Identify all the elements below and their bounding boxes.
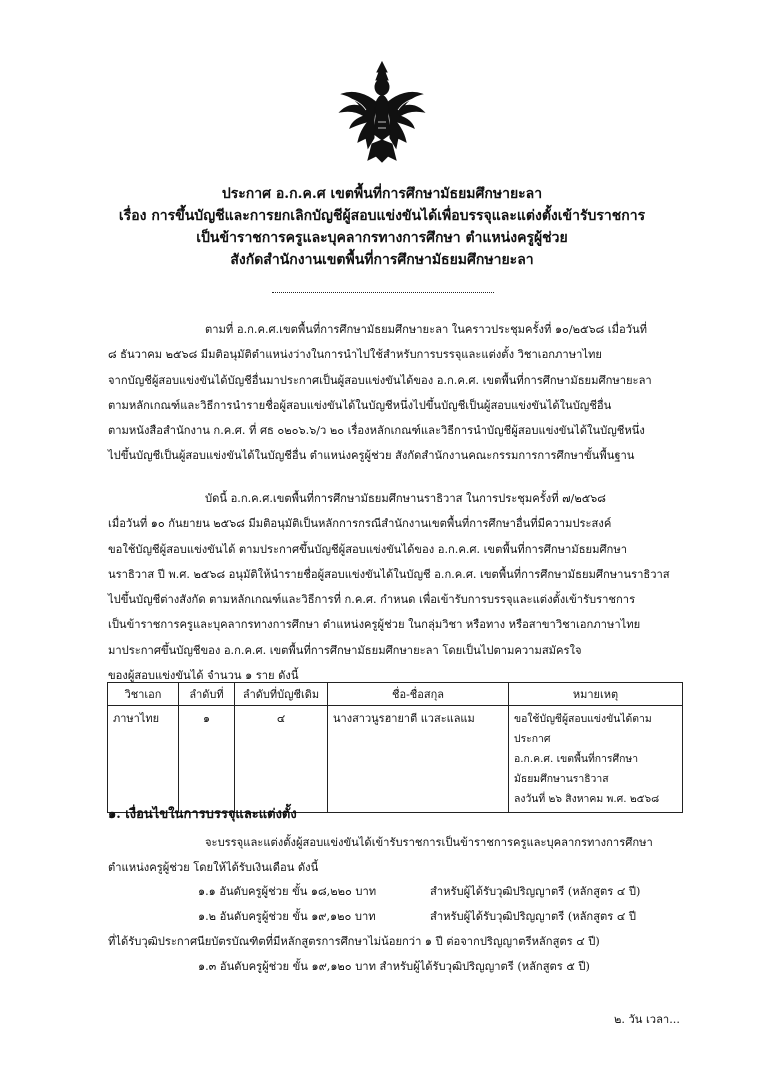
- salary-rate-3: ๑.๓ อันดับครูผู้ช่วย ขั้น ๑๙,๑๒๐ บาท สำหรับผู้ได้รับวุฒิปริญญาตรี (หลักสูตร ๕ ปี): [198, 960, 590, 973]
- paragraph-line: ของผู้สอบแข่งขันได้ จำนวน ๑ ราย ดังนี้: [108, 669, 299, 683]
- paragraph-line: บัดนี้ อ.ก.ค.ศ.เขตพื้นที่การศึกษามัธยมศึกษานราธิวาส ในการประชุมครั้งที่ ๗/๒๕๖๘: [205, 492, 606, 505]
- section-intro: [108, 830, 681, 881]
- title-line: เรื่อง การขึ้นบัญชีและการยกเลิกบัญชีผู้สอบแข่งขันได้เพื่อบรรจุและแต่งตั้งเข้ารับราชการ: [118, 208, 646, 224]
- paragraph-line: จากบัญชีผู้สอบแข่งขันได้บัญชีอื่นมาประกาศเป็นผู้สอบแข่งขันได้ของ อ.ก.ค.ศ. เขตพื้นที่การศึกษามัธยมศึกษายะลา: [108, 373, 652, 387]
- announcement-title: [90, 183, 674, 271]
- salary-condition-1: สำหรับผู้ได้รับวุฒิปริญญาตรี (หลักสูตร ๔ ปี): [430, 885, 641, 898]
- salary-condition-2: สำหรับผู้ได้รับวุฒิปริญญาตรี (หลักสูตร ๔ ปี: [430, 910, 636, 923]
- paragraph-line: เป็นข้าราชการครูและบุคลากรทางการศึกษา ตำแหน่งครูผู้ช่วย ในกลุ่มวิชา หรือทาง หรือสาขาวิชาเอกภาษาไทย: [108, 618, 641, 632]
- cell-name: นางสาวนูรฮายาตี แวสะแลแม: [328, 706, 509, 813]
- garuda-emblem-icon: [336, 60, 428, 164]
- paragraph-line: ๘ ธันวาคม ๒๕๖๘ มีมติอนุมัติตำแหน่งว่างในการนำไปใช้สำหรับการบรรจุและแต่งตั้ง วิชาเอกภาษาไทย: [108, 348, 602, 362]
- paragraph-line: เมื่อวันที่ ๑๐ กันยายน ๒๕๖๘ มีมติอนุมัติเป็นหลักการกรณีสำนักงานเขตพื้นที่การศึกษาอื่นที่มีความประสงค์: [108, 517, 612, 531]
- header-subject: วิชาเอก: [108, 683, 179, 706]
- candidate-table: [107, 682, 683, 813]
- header-note: หมายเหตุ: [509, 683, 683, 706]
- salary-condition-2-continued: ที่ได้รับวุฒิประกาศนียบัตรบัณฑิตที่มีหลักสูตรการศึกษาไม่น้อยกว่า ๑ ปี ต่อจากปริญญาตรีหลักสูตร ๔ ปี): [108, 935, 600, 948]
- table-header-row: [108, 683, 683, 706]
- paragraph-line: ตามหลักเกณฑ์และวิธีการนำรายชื่อผู้สอบแข่งขันได้ในบัญชีหนึ่งไปขึ้นบัญชีเป็นผู้สอบแข่งขันได้ในบัญชีอื่น: [108, 398, 612, 412]
- paragraph-line: จะบรรจุและแต่งตั้งผู้สอบแข่งขันได้เข้ารับราชการเป็นข้าราชการครูและบุคลากรทางการศึกษา: [205, 836, 653, 849]
- paragraph-line: มาประกาศขึ้นบัญชีของ อ.ก.ค.ศ. เขตพื้นที่การศึกษามัธยมศึกษายะลา โดยเป็นไปตามความสมัครใจ: [108, 643, 582, 657]
- header-number: ลำดับที่: [179, 683, 235, 706]
- note-line: ลงวันที่ ๒๖ สิงหาคม พ.ศ. ๒๕๖๘: [514, 793, 660, 805]
- cell-original-number: ๔: [235, 706, 328, 813]
- paragraph-line: ไปขึ้นบัญชีเป็นผู้สอบแข่งขันได้ในบัญชีอื่น ตำแหน่งครูผู้ช่วย สังกัดสำนักงานคณะกรรมการการศึกษาขั้นพื้นฐาน: [108, 449, 635, 463]
- paragraph-line: ตามที่ อ.ก.ค.ศ.เขตพื้นที่การศึกษามัธยมศึกษายะลา ในคราวประชุมครั้งที่ ๑๐/๒๕๖๘ เมื่อวันที่: [205, 323, 647, 336]
- cell-subject: ภาษาไทย: [108, 706, 179, 813]
- paragraph-background: [108, 317, 681, 469]
- continuation-note: ๒. วัน เวลา...: [614, 1013, 680, 1026]
- title-line: ประกาศ อ.ก.ค.ศ เขตพื้นที่การศึกษามัธยมศึกษายะลา: [221, 186, 543, 202]
- paragraph-line: ตามหนังสือสำนักงาน ก.ค.ศ. ที่ ศธ ๐๒๐๖.๖/ว ๒๐ เรื่องหลักเกณฑ์และวิธีการนำบัญชีผู้สอบแข่งขันได้ในบัญชีหนึ่ง: [108, 424, 645, 438]
- section-heading: ๑. เงื่อนไขในการบรรจุและแต่งตั้ง: [108, 807, 297, 822]
- header-original-number: ลำดับที่บัญชีเดิม: [235, 683, 328, 706]
- dotted-divider: [272, 292, 494, 293]
- table-row: [108, 706, 683, 813]
- title-line: สังกัดสำนักงานเขตพื้นที่การศึกษามัธยมศึกษายะลา: [230, 252, 534, 268]
- cell-number: ๑: [179, 706, 235, 813]
- paragraph-resolution: [108, 486, 681, 688]
- salary-rate-2: ๑.๒ อันดับครูผู้ช่วย ขั้น ๑๙,๑๒๐ บาท: [198, 910, 376, 923]
- paragraph-line: ตำแหน่งครูผู้ช่วย โดยให้ได้รับเงินเดือน ดังนี้: [108, 861, 319, 875]
- paragraph-line: ขอใช้บัญชีผู้สอบแข่งขันได้ ตามประกาศขึ้นบัญชีผู้สอบแข่งขันได้ของ อ.ก.ค.ศ. เขตพื้นที่การศึกษามัธยมศึกษา: [108, 542, 627, 556]
- paragraph-line: ไปขึ้นบัญชีต่างสังกัด ตามหลักเกณฑ์และวิธีการที่ ก.ค.ศ. กำหนด เพื่อเข้ารับการบรรจุและแต่งตั้งเข้ารับราชการ: [108, 593, 636, 607]
- title-line: เป็นข้าราชการครูและบุคลากรทางการศึกษา ตำแหน่งครูผู้ช่วย: [196, 230, 568, 246]
- note-line: ขอใช้บัญชีผู้สอบแข่งขันได้ตามประกาศ: [514, 713, 652, 745]
- note-line: อ.ก.ค.ศ. เขตพื้นที่การศึกษามัธยมศึกษานราธิวาส: [514, 753, 639, 785]
- cell-note: [509, 706, 683, 813]
- header-name: ชื่อ-ชื่อสกุล: [328, 683, 509, 706]
- salary-rate-1: ๑.๑ อันดับครูผู้ช่วย ขั้น ๑๘,๒๒๐ บาท: [198, 885, 377, 898]
- paragraph-line: นราธิวาส ปี พ.ศ. ๒๕๖๘ อนุมัติให้นำรายชื่อผู้สอบแข่งขันได้ในบัญชี อ.ก.ค.ศ. เขตพื้นที่การศึกษามัธยมศึกษานราธิวาส: [108, 567, 670, 581]
